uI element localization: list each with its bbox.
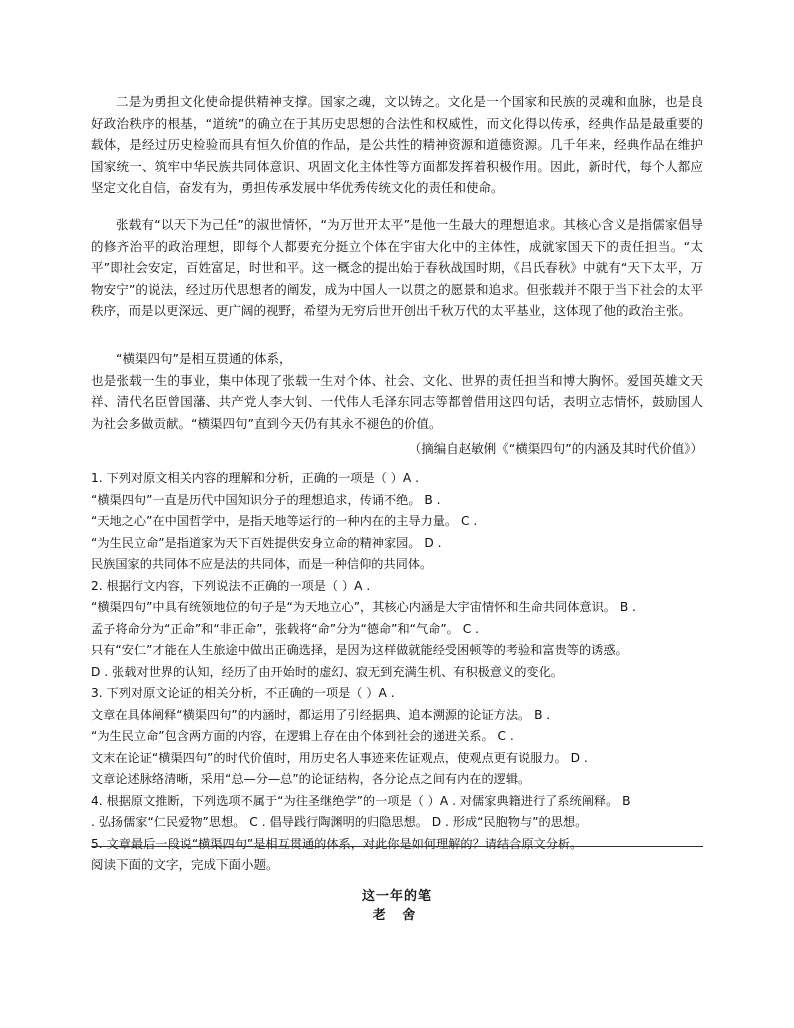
question-line: “为生民立命”包含两方面的内容，在逻辑上存在由个体到社会的递进关系。 C .	[91, 729, 514, 743]
essay-author: 老 舍	[372, 908, 422, 923]
section-divider	[91, 846, 703, 847]
question-line: “为生民立命”是指道家为天下百姓提供安身立命的精神家园。 D .	[91, 535, 442, 550]
paragraph-text: 二是为勇担文化使命提供精神支撑。国家之魂，文以铸之。文化是一个国家和民族的灵魂和血脉，也是良好政治秩序的根基，“道统”的确立在于其历史思想的合法性和权威性，而文化得以传承，经典作品是最重要的载体，是经过历史检验而具有恒久价值的作品，是公共性的精神资源和道德资源。几千年来，经典作品在维护国家统一、筑牢中华民族共同体意识、巩固文化主体性等方面都发挥着积极作用。因此，新时代，每个人都应坚定文化自信，奋发有为，勇担传承发展中华优秀传统文化的责任和使命。	[91, 94, 703, 195]
question-line: “横渠四句”一直是历代中国知识分子的理想追求，传诵不绝。 B .	[91, 492, 441, 507]
question-list	[91, 468, 703, 855]
essay-title: 这一年的笔	[361, 889, 432, 904]
question-line: 3. 下列对原文论证的相关分析，不正确的一项是（ ）A .	[91, 686, 395, 700]
passage-paragraph-3	[91, 348, 703, 434]
question-line: 文章论述脉络清晰，采用“总—分—总”的论证结构，各分论点之间有内在的逻辑。	[91, 772, 531, 786]
question-line: “横渠四句”中具有统领地位的句子是“为天地立心”，其核心内涵是大宇宙情怀和生命共同体意识。 B .	[91, 600, 636, 614]
question-line: 民族国家的共同体不应是法的共同体，而是一种信仰的共同体。	[91, 557, 433, 571]
question-line: 文末在论证“横渠四句”的时代价值时，用历史名人事迹来佐证观点，使观点更有说服力。 D .	[91, 750, 588, 765]
passage-paragraph-2	[91, 214, 703, 322]
paragraph-first-line: “横渠四句”是相互贯通的体系，	[116, 351, 292, 366]
paragraph-text: 张载有“以天下为己任”的淑世情怀，“为万世开太平”是他一生最大的理想追求。其核心含义是指儒家倡导的修齐治平的政治理想，即每个人都要充分挺立个体在宇宙大化中的主体性，成就家国天下的责任担当。“太平”即社会安定，百姓富足，时世和平。这一概念的提出始于春秋战国时期，《吕氏春秋》中就有“天下太平，万物安宁”的说法，经过历代思想者的阐发，成为中国人一以贯之的愿景和追求。但张载并不限于当下社会的太平秩序，而是以更深远、更广阔的视野，希望为无穷后世开创出千秋万代的太平基业，这体现了他的政治主张。	[91, 217, 703, 318]
question-line: 文章在具体阐释“横渠四句”的内涵时，都运用了引经据典、追本溯源的论证方法。 B .	[91, 707, 551, 722]
question-line: 只有“安仁”才能在人生旅途中做出正确选择，是因为这样做就能经受困顿等的考验和富贵等的诱惑。	[91, 643, 628, 657]
question-line: “天地之心”在中国哲学中，是指天地等运行的一种内在的主导力量。 C .	[91, 514, 478, 528]
question-line: 孟子将命分为“正命”和“非正命”，张载将“命”分为“德命”和“气命”。 C .	[91, 621, 479, 636]
question-line: 4. 根据原文推断，下列选项不属于“为往圣继绝学”的一项是（ ）A . 对儒家典籍进行了系统阐释。 B	[91, 793, 631, 808]
question-line: 1. 下列对原文相关内容的理解和分析，正确的一项是（ ）A .	[91, 471, 419, 485]
source-citation: （摘编自赵敏俐《“横渠四句”的内涵及其时代价值》）	[408, 441, 703, 456]
passage-paragraph-1	[91, 91, 703, 199]
question-line: D . 张载对世界的认知，经历了由开始时的虚幻、寂无到充满生机、有积极意义的变化。	[91, 664, 563, 679]
question-line: 5. 文章最后一段说“横渠四句”是相互贯通的体系，对此你是如何理解的？请结合原文分析。	[91, 836, 583, 851]
question-line: . 弘扬儒家“仁民爱物”思想。 C . 倡导践行陶渊明的归隐思想。 D . 形成“民胞物与”的思想。	[91, 815, 588, 829]
paragraph-text: 也是张载一生的事业，集中体现了张载一生对个体、社会、文化、世界的责任担当和博大胸怀。爱国英雄文天祥、清代名臣曾国藩、共产党人李大钊、一代伟人毛泽东同志等都曾借用这四句话，表明立志情怀，鼓励国人为社会多做贡献。“横渠四句”直到今天仍有其永不褪色的价值。	[91, 372, 703, 431]
reading-instruction: 阅读下面的文字，完成下面小题。	[91, 857, 279, 872]
question-line: 2. 根据行文内容，下列说法不正确的一项是（ ）A .	[91, 578, 371, 593]
